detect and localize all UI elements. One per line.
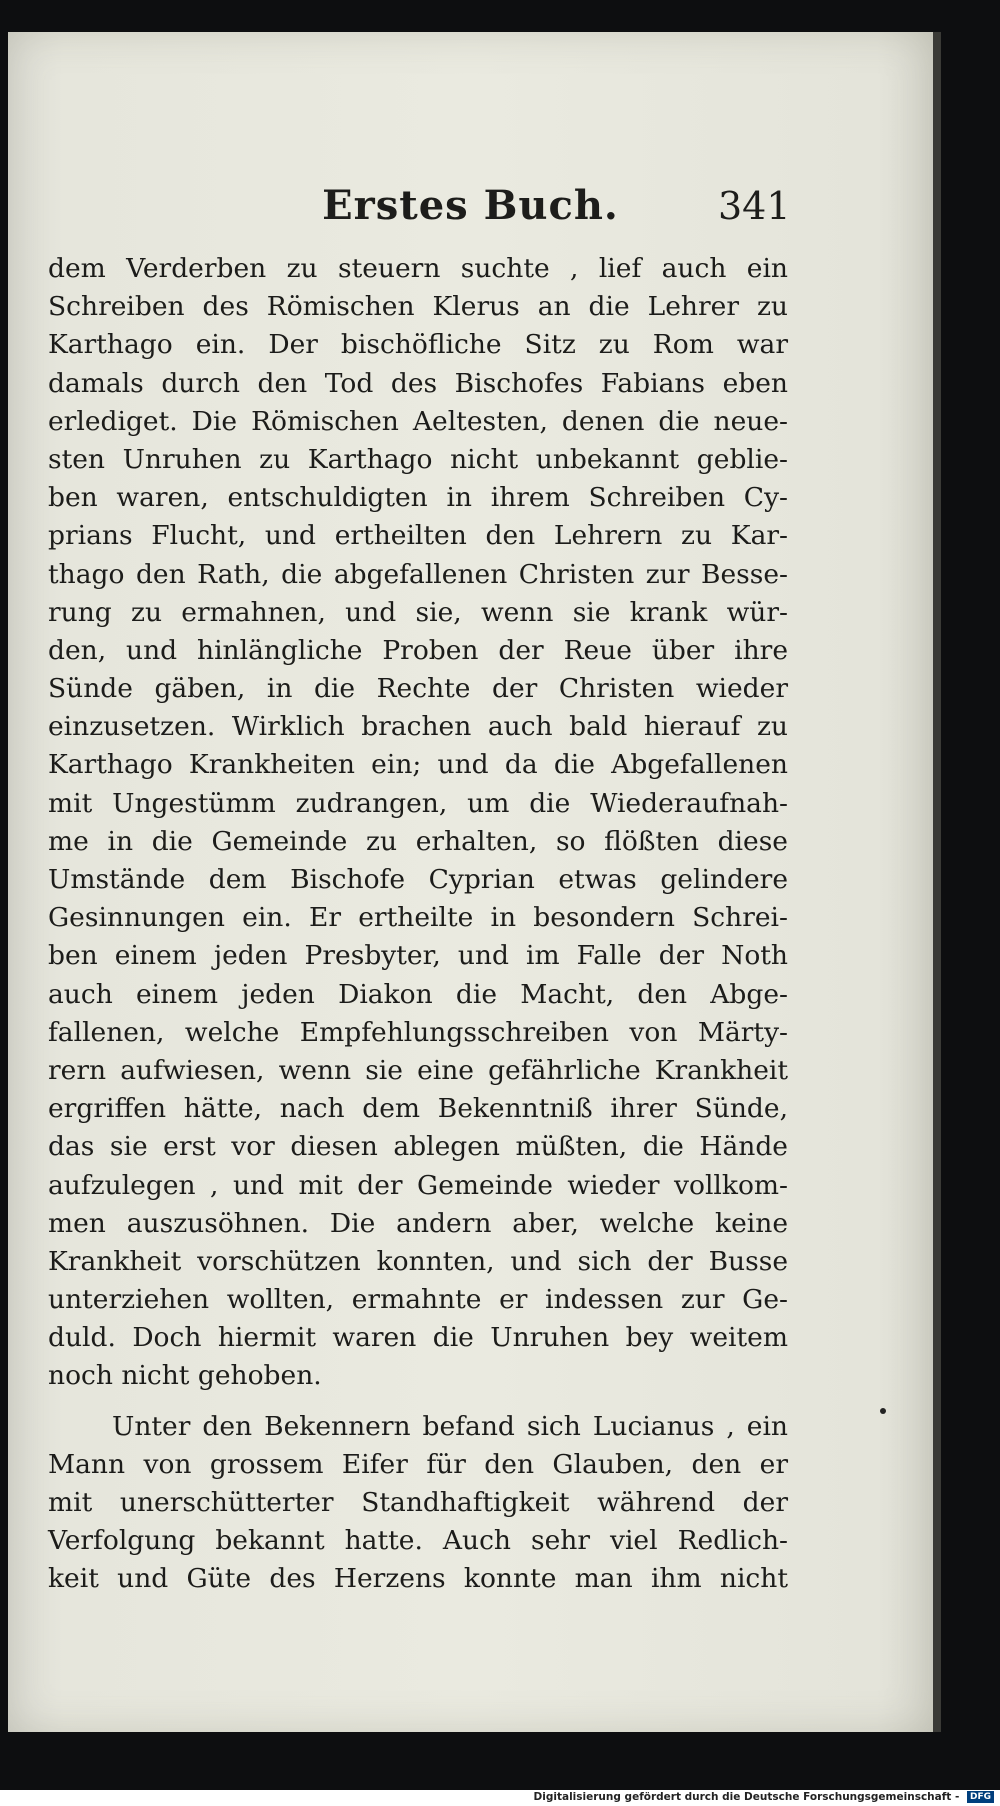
text-line: prians Flucht, und ertheilten den Lehrern zu Kar- — [48, 520, 788, 552]
text-line: ben waren, entschuldigten in ihrem Schreiben Cy- — [48, 482, 788, 514]
paragraph-gap — [48, 1396, 788, 1408]
text-line: ben einem jeden Presbyter, und im Falle der Noth — [48, 940, 788, 972]
text-line: mit Ungestümm zudrangen, um die Wiederaufnah- — [48, 787, 788, 819]
text-line: damals durch den Tod des Bischofes Fabians eben — [48, 367, 788, 399]
text-line: Verfolgung bekannt hatte. Auch sehr viel Redlich- — [48, 1525, 788, 1557]
text-line: noch nicht gehoben. — [48, 1360, 322, 1392]
text-line: Karthago Krankheiten ein; und da die Abgefallenen — [48, 749, 788, 781]
text-line: den, und hinlängliche Proben der Reue über ihre — [48, 634, 788, 666]
ink-speck — [880, 1408, 886, 1414]
dfg-logo-icon: DFG — [967, 1791, 994, 1803]
text-line: einzusetzen. Wirklich brachen auch bald hierauf zu — [48, 711, 788, 743]
text-line: Mann von grossem Eifer für den Glauben, den er — [48, 1448, 788, 1480]
text-line: Unter den Bekennern befand sich Lucianus , ein — [112, 1410, 788, 1442]
page-header — [8, 182, 933, 232]
text-line: thago den Rath, die abgefallenen Christen zur Besse- — [48, 558, 788, 590]
text-line: fallenen, welche Empfehlungsschreiben von Märty- — [48, 1016, 788, 1048]
text-line: Sünde gäben, in die Rechte der Christen wieder — [48, 673, 788, 705]
page-edge — [933, 32, 941, 1732]
text-line: das sie erst vor diesen ablegen müßten, die Hände — [48, 1131, 788, 1163]
text-line: Gesinnungen ein. Er ertheilte in besondern Schrei- — [48, 902, 788, 934]
book-page — [8, 32, 933, 1732]
text-line: mit unerschütterter Standhaftigkeit während der — [48, 1487, 788, 1518]
digitization-credit — [534, 1791, 994, 1803]
text-line: rern aufwiesen, wenn sie eine gefährliche Krankheit — [48, 1054, 788, 1086]
text-line: duld. Doch hiermit waren die Unruhen bey weitem — [48, 1322, 788, 1354]
page-number: 341 — [718, 184, 791, 228]
running-title: Erstes Buch. — [322, 182, 619, 229]
footer-bar — [0, 1790, 1000, 1806]
text-line: me in die Gemeinde zu erhalten, so flößten diese — [48, 825, 788, 857]
text-line: dem Verderben zu steuern suchte , lief auch ein — [48, 253, 788, 284]
text-line: Krankheit vorschützen konnten, und sich der Busse — [48, 1245, 788, 1277]
text-line: Schreiben des Römischen Klerus an die Lehrer zu — [48, 291, 788, 323]
text-line: rung zu ermahnen, und sie, wenn sie krank wür- — [48, 596, 788, 628]
text-line: aufzulegen , und mit der Gemeinde wieder vollkom- — [48, 1169, 788, 1201]
text-line: men auszusöhnen. Die andern aber, welche keine — [48, 1207, 788, 1239]
text-line: erlediget. Die Römischen Aeltesten, denen die neue- — [48, 405, 788, 437]
text-line: Karthago ein. Der bischöfliche Sitz zu Rom war — [48, 329, 788, 361]
text-line: sten Unruhen zu Karthago nicht unbekannt geblie- — [48, 443, 788, 475]
text-line: unterziehen wollten, ermahnte er indessen zur Ge- — [48, 1284, 788, 1316]
credit-text: Digitalisierung gefördert durch die Deutsche Forschungsgemeinschaft - — [533, 1791, 960, 1803]
text-line: auch einem jeden Diakon die Macht, den Abge- — [48, 978, 788, 1010]
body-text — [48, 250, 788, 1599]
text-line: keit und Güte des Herzens konnte man ihm nicht — [48, 1563, 788, 1595]
text-line: ergriffen hätte, nach dem Bekenntniß ihrer Sünde, — [48, 1093, 788, 1125]
text-line: Umstände dem Bischofe Cyprian etwas gelindere — [48, 864, 788, 895]
